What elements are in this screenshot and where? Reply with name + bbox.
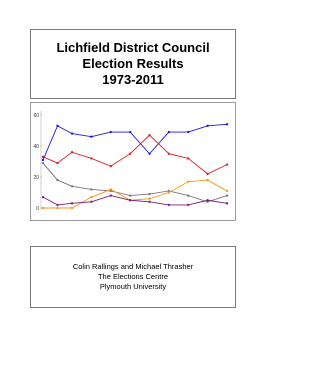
- y-tick-label: 40: [33, 144, 39, 150]
- series-point-2: [71, 185, 73, 187]
- y-tick-label: 0: [36, 206, 39, 212]
- series-point-4: [168, 204, 170, 206]
- series-point-0: [90, 136, 92, 138]
- series-point-3: [187, 180, 189, 182]
- series-point-4: [71, 202, 73, 204]
- series-line-1: [43, 135, 227, 174]
- series-point-3: [42, 207, 44, 209]
- credit-centre: The Elections Centre: [97, 272, 169, 281]
- y-tick-label: 60: [33, 113, 39, 119]
- series-point-2: [226, 194, 228, 196]
- series-point-4: [206, 199, 208, 201]
- series-point-4: [129, 199, 131, 201]
- series-point-3: [168, 191, 170, 193]
- series-point-1: [148, 134, 150, 136]
- series-point-4: [187, 204, 189, 206]
- series-point-2: [90, 188, 92, 190]
- series-point-1: [129, 153, 131, 155]
- title-line-years: 1973-2011: [102, 72, 164, 87]
- chart-svg: [31, 103, 235, 220]
- series-point-3: [148, 198, 150, 200]
- series-point-2: [148, 193, 150, 195]
- series-point-1: [42, 156, 44, 158]
- series-point-2: [187, 194, 189, 196]
- series-point-0: [187, 131, 189, 133]
- series-point-0: [71, 132, 73, 134]
- series-point-2: [129, 194, 131, 196]
- series-point-0: [129, 131, 131, 133]
- series-point-1: [90, 157, 92, 159]
- series-point-4: [110, 194, 112, 196]
- credit-university: Plymouth University: [99, 282, 167, 291]
- title-line-subject: Election Results: [82, 56, 184, 71]
- series-point-3: [56, 207, 58, 209]
- series-point-3: [206, 179, 208, 181]
- series-point-1: [71, 151, 73, 153]
- series-point-3: [90, 196, 92, 198]
- series-point-3: [110, 188, 112, 190]
- series-point-4: [90, 201, 92, 203]
- series-point-0: [226, 123, 228, 125]
- series-point-1: [168, 153, 170, 155]
- series-point-0: [42, 159, 44, 161]
- series-point-1: [187, 157, 189, 159]
- series-point-1: [56, 162, 58, 164]
- credit-authors: Colin Rallings and Michael Thrasher: [72, 262, 194, 271]
- series-point-2: [56, 179, 58, 181]
- series-point-1: [226, 163, 228, 165]
- title-box: [30, 29, 236, 99]
- series-point-3: [226, 190, 228, 192]
- credit-box: [30, 246, 236, 308]
- series-point-0: [168, 131, 170, 133]
- series-point-3: [71, 207, 73, 209]
- y-tick-label: 20: [33, 175, 39, 181]
- series-point-4: [42, 196, 44, 198]
- series-point-0: [56, 125, 58, 127]
- series-point-0: [206, 125, 208, 127]
- title-line-council: Lichfield District Council: [56, 40, 210, 55]
- series-point-0: [110, 131, 112, 133]
- series-point-0: [148, 153, 150, 155]
- series-point-1: [110, 165, 112, 167]
- series-line-0: [43, 124, 227, 160]
- series-point-1: [206, 173, 208, 175]
- series-point-4: [226, 202, 228, 204]
- series-line-4: [43, 196, 227, 205]
- series-point-4: [148, 201, 150, 203]
- series-line-2: [43, 163, 227, 202]
- chart-box: [30, 102, 236, 221]
- series-point-2: [42, 162, 44, 164]
- series-point-4: [56, 204, 58, 206]
